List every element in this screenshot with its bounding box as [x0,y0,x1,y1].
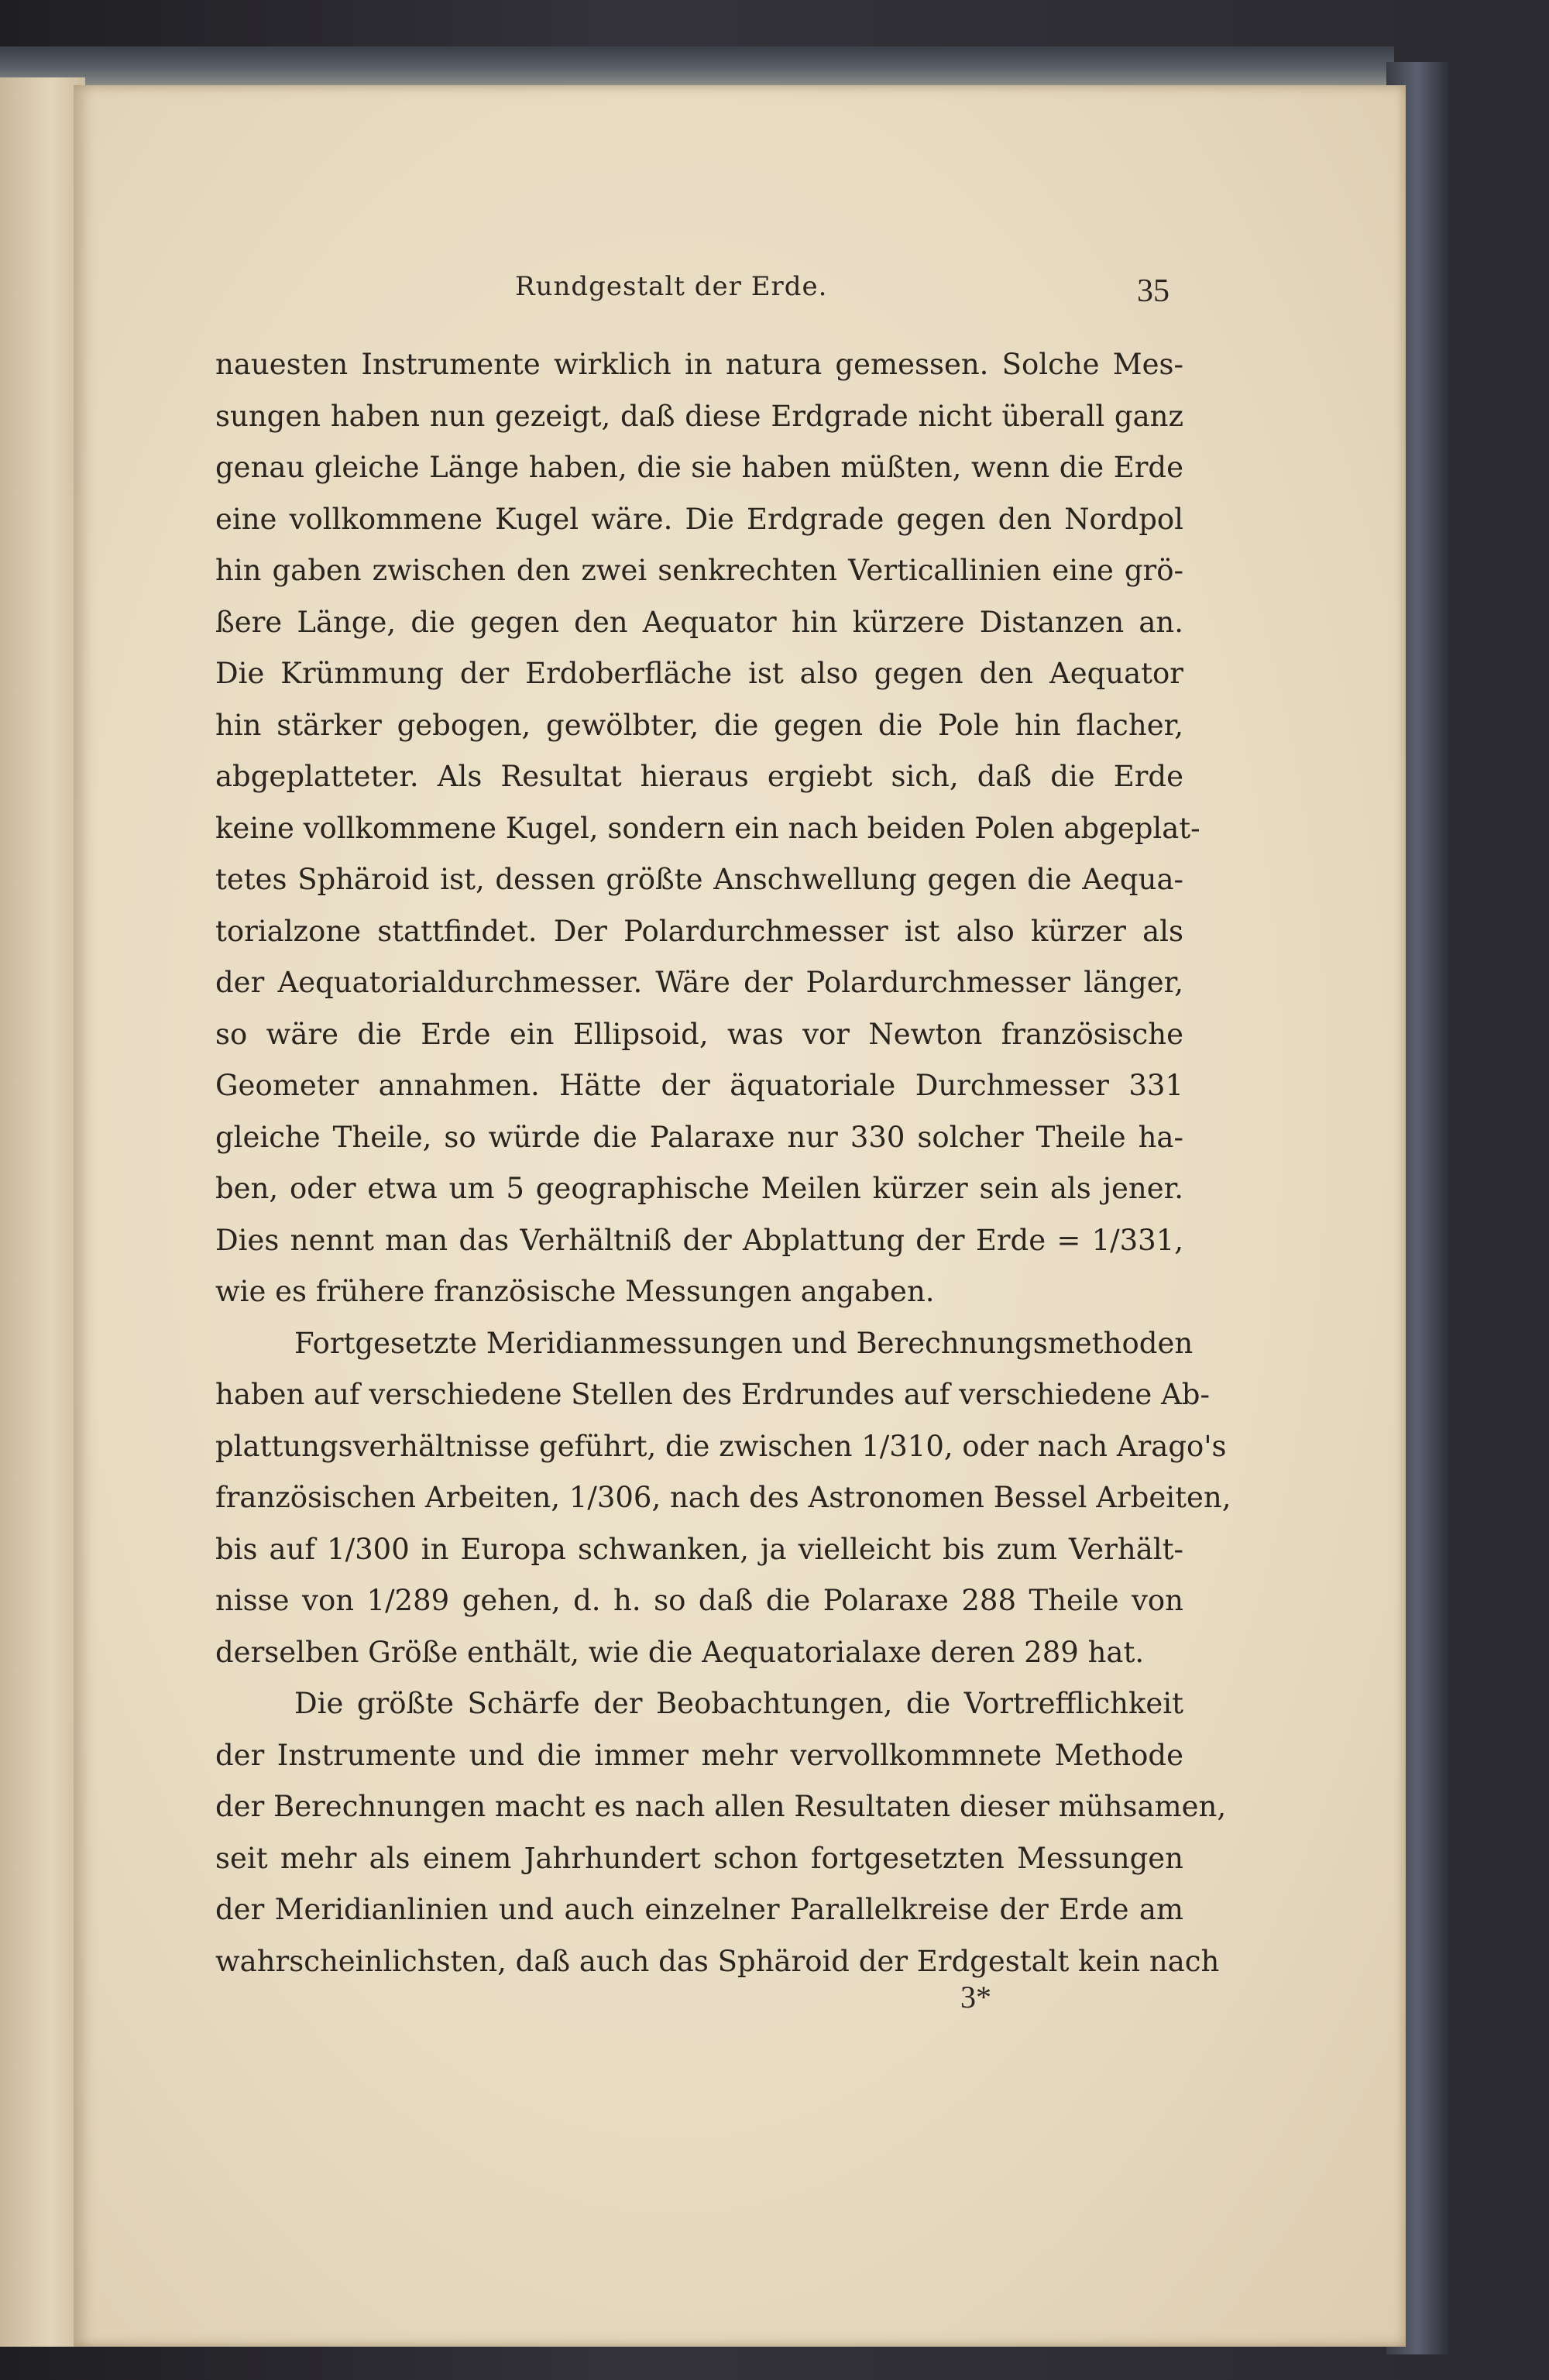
text-line: ben, oder etwa um 5 geographische Meilen kürzer sein als jener. [215,1172,1183,1205]
running-title: Rundgestalt der Erde. [515,271,828,302]
text-line: gleiche Theile, so würde die Palaraxe nur 330 solcher Theile ha- [215,1120,1183,1154]
text-line: Die Krümmung der Erdoberfläche ist also gegen den Aequator [215,657,1183,690]
text-line: hin stärker gebogen, gewölbter, die gegen die Pole hin flacher, [215,708,1183,742]
signature-mark: 3* [960,1980,991,2014]
text-line: haben auf verschiedene Stellen des Erdrundes auf verschiedene Ab- [215,1378,1210,1411]
text-line: derselben Größe enthält, wie die Aequatorialaxe deren 289 hat. [215,1635,1145,1669]
text-line: französischen Arbeiten, 1/306, nach des Astronomen Bessel Arbeiten, [215,1481,1231,1514]
text-line: der Aequatorialdurchmesser. Wäre der Polardurchmesser länger, [215,966,1183,999]
text-line: der Instrumente und die immer mehr vervollkommnete Methode [215,1738,1183,1772]
text-line: Geometer annahmen. Hätte der äquatoriale Durchmesser 331 [215,1069,1183,1102]
text-line: so wäre die Erde ein Ellipsoid, was vor Newton französische [215,1017,1183,1051]
text-line: der Berechnungen macht es nach allen Resultaten dieser mühsamen, [215,1790,1227,1823]
text-line: wahrscheinlichsten, daß auch das Sphäroid der Erdgestalt kein nach [215,1944,1220,1978]
text-line: torialzone stattfindet. Der Polardurchmesser ist also kürzer als [215,914,1183,948]
text-line: Die größte Schärfe der Beobachtungen, die Vortrefflichkeit [294,1687,1183,1720]
text-line: plattungsverhältnisse geführt, die zwischen 1/310, oder nach Arago's [215,1429,1227,1463]
text-line: tetes Sphäroid ist, dessen größte Anschwellung gegen die Aequa- [215,863,1183,896]
paragraph-1 [215,339,1200,1318]
text-line: hin gaben zwischen den zwei senkrechten Verticallinien eine grö- [215,554,1183,587]
text-line: Dies nennt man das Verhältniß der Abplattung der Erde = 1/331, [215,1223,1183,1257]
text-line: nauesten Instrumente wirklich in natura gemessen. Solche Mes- [215,348,1183,381]
paragraph-3 [215,1678,1227,1987]
facing-page-edge [0,77,85,2347]
text-line: eine vollkommene Kugel wäre. Die Erdgrade gegen den Nordpol [215,502,1183,536]
text-line: genau gleiche Länge haben, die sie haben müßten, wenn die Erde [215,451,1183,484]
text-line: sungen haben nun gezeigt, daß diese Erdgrade nicht überall ganz [215,399,1183,433]
text-line: ßere Länge, die gegen den Aequator hin kürzere Distanzen an. [215,605,1183,639]
text-line: Fortgesetzte Meridianmessungen und Berechnungsmethoden [294,1326,1194,1360]
text-line: keine vollkommene Kugel, sondern ein nach beiden Polen abgeplat- [215,811,1200,845]
text-line: der Meridianlinien und auch einzelner Parallelkreise der Erde am [215,1893,1183,1926]
text-line: abgeplatteter. Als Resultat hieraus ergiebt sich, daß die Erde [215,760,1183,793]
text-line: nisse von 1/289 gehen, d. h. so daß die Polaraxe 288 Theile von [215,1584,1183,1617]
page-number: 35 [1137,273,1169,309]
paragraph-2 [215,1318,1231,1679]
text-line: wie es frühere französische Messungen angaben. [215,1275,935,1308]
text-line: seit mehr als einem Jahrhundert schon fortgesetzten Messungen [215,1841,1183,1875]
text-line: bis auf 1/300 in Europa schwanken, ja vielleicht bis zum Verhält- [215,1532,1183,1566]
body-text [215,339,1231,1987]
